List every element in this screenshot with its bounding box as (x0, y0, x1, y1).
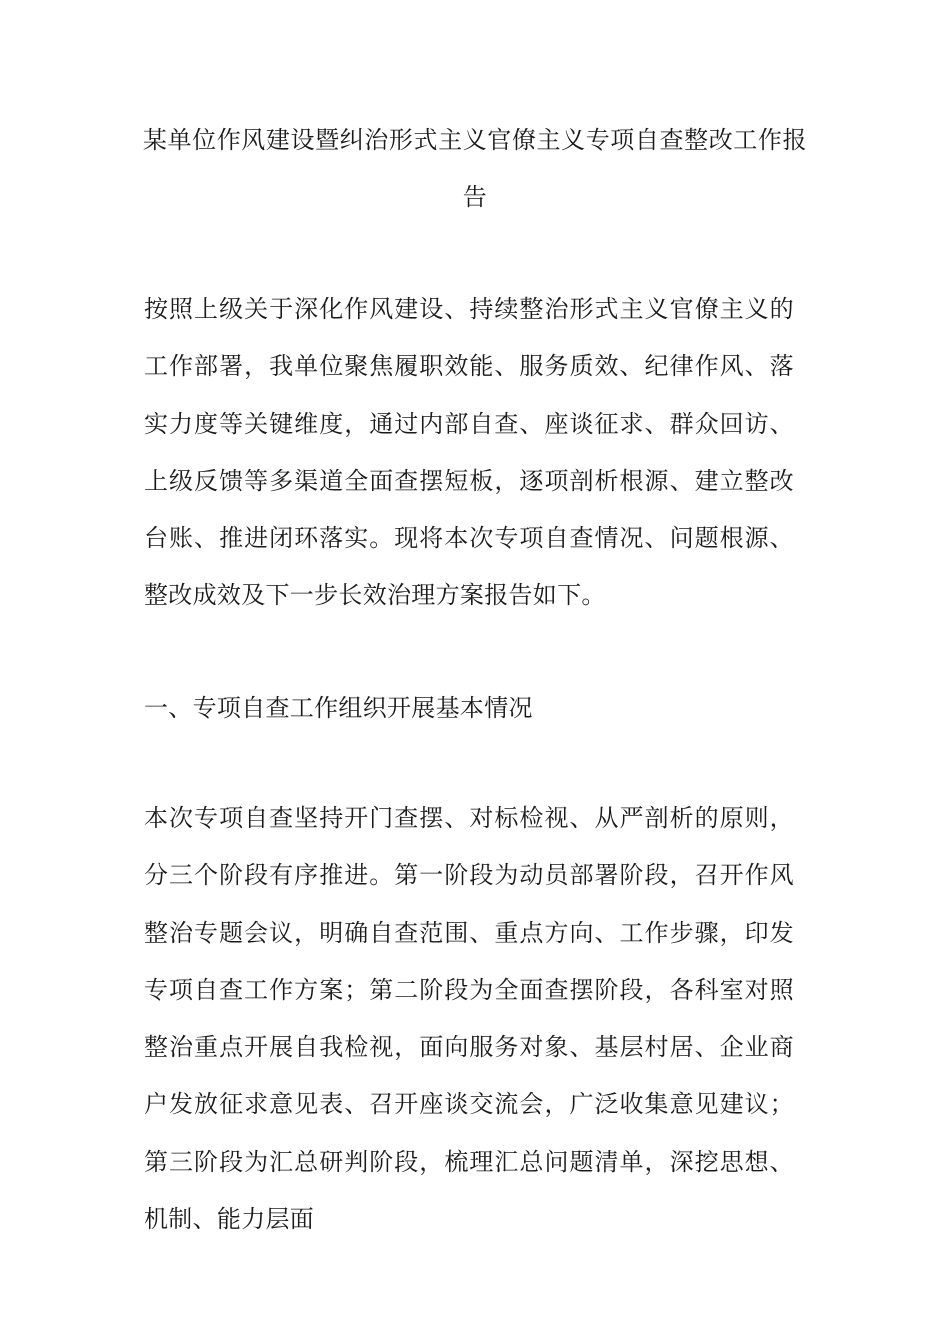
intro-paragraph: 按照上级关于深化作风建设、持续整治形式主义官僚主义的工作部署，我单位聚焦履职效能、服务质效、纪律作风、落实力度等关键维度，通过内部自查、座谈征求、群众回访、上级反馈等多渠道全面查摆短板，逐项剖析根源、建立整改台账、推进闭环落实。现将本次专项自查情况、问题根源、整改成效及下一步长效治理方案报告如下。 (144, 295, 794, 610)
section-heading: 一、专项自查工作组织开展基本情况 (144, 694, 533, 722)
section-body-paragraph: 本次专项自查坚持开门查摆、对标检视、从严剖析的原则，分三个阶段有序推进。第一阶段为动员部署阶段，召开作风整治专题会议，明确自查范围、重点方向、工作步骤，印发专项自查工作方案；第二阶段为全面查摆阶段，各科室对照整治重点开展自我检视，面向服务对象、基层村居、企业商户发放征求意见表、召开座谈交流会，广泛收集意见建议；第三阶段为汇总研判阶段，梳理汇总问题清单，深挖思想、机制、能力层面 (144, 804, 794, 1234)
document-title: 某单位作风建设暨纠治形式主义官僚主义专项自查整改工作报告 (142, 126, 808, 211)
